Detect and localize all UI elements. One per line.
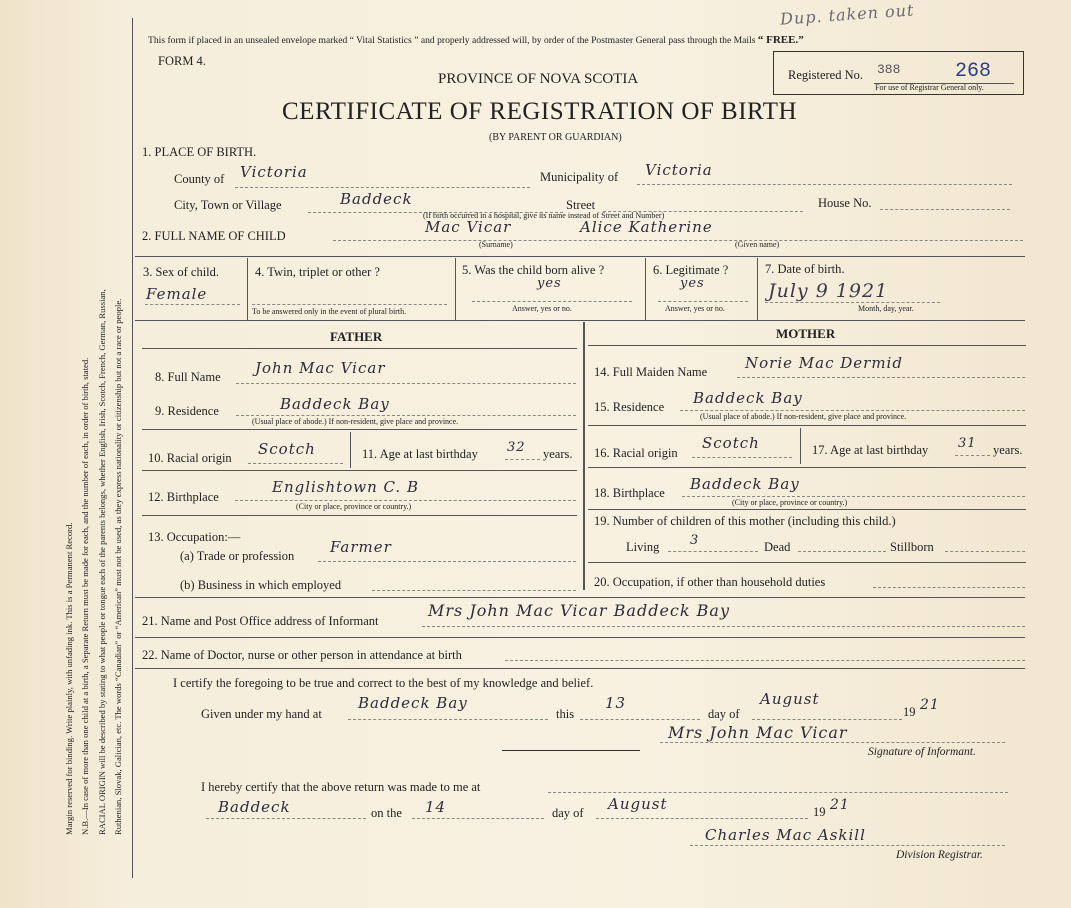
registrar-year: 21	[830, 797, 850, 813]
certify-year: 21	[920, 697, 940, 713]
mother-children-label: 19. Number of children of this mother (including this child.)	[594, 514, 896, 528]
mother-age: 31	[958, 436, 977, 451]
hospital-note: (If birth occurred in a hospital, give its name instead of Street and Number)	[423, 211, 665, 220]
living-label: Living	[626, 540, 660, 554]
margin-note-racial-origin: RACIAL ORIGIN will be described by stating to what people or tongue each of the parents belongs, whether English, Irish, Scotch, French, German, Russian,	[97, 289, 107, 835]
mother-heading: MOTHER	[776, 326, 836, 341]
father-age: 32	[507, 440, 526, 455]
municipality-label: Municipality of	[540, 170, 619, 184]
alive-value: yes	[537, 276, 562, 291]
mother-birthplace-label: 18. Birthplace	[594, 486, 665, 500]
father-racial-label: 10. Racial origin	[148, 451, 232, 465]
dob-value: July 9 1921	[768, 280, 889, 302]
registrar-signature: Charles Mac Askill	[705, 826, 866, 844]
living-value: 3	[690, 533, 700, 548]
father-residence-label: 9. Residence	[155, 404, 219, 418]
alive-note: Answer, yes or no.	[512, 304, 572, 313]
twin-label: 4. Twin, triplet or other ?	[255, 265, 380, 279]
father-birthplace: Englishtown C. B	[272, 478, 419, 496]
legitimate-label: 6. Legitimate ?	[653, 263, 729, 277]
father-residence-note: (Usual place of abode.) If non-resident, give place and province.	[252, 417, 459, 426]
stillborn-label: Stillborn	[890, 540, 934, 554]
municipality-value: Victoria	[645, 161, 713, 179]
father-birthplace-label: 12. Birthplace	[148, 490, 219, 504]
legitimate-note: Answer, yes or no.	[665, 304, 725, 313]
informant-signature: Mrs John Mac Vicar	[668, 723, 848, 742]
house-label: House No.	[818, 196, 872, 210]
certify-this: this	[556, 707, 575, 721]
father-heading: FATHER	[330, 329, 383, 344]
form-number: FORM 4.	[158, 54, 206, 68]
father-trade-label: (a) Trade or profession	[180, 549, 295, 563]
registrar-year-prefix: 19	[813, 805, 826, 819]
certify-text: I certify the foregoing to be true and correct to the best of my knowledge and belief.	[173, 676, 594, 690]
sex-label: 3. Sex of child.	[143, 265, 220, 279]
mother-racial-label: 16. Racial origin	[594, 446, 678, 460]
mother-years: years.	[993, 443, 1023, 457]
mother-birthplace: Baddeck Bay	[690, 475, 800, 493]
father-birthplace-note: (City or place, province or country.)	[296, 502, 412, 511]
certify-day-of: day of	[708, 707, 740, 721]
registered-stamp-number: 268	[955, 60, 992, 83]
mother-residence-label: 15. Residence	[594, 400, 665, 414]
mother-name-label: 14. Full Maiden Name	[594, 365, 708, 379]
dead-label: Dead	[764, 540, 791, 554]
annotation-dup: Dup. taken out	[779, 0, 915, 29]
twin-note: To be answered only in the event of plural birth.	[252, 307, 407, 316]
certify-place: Baddeck Bay	[358, 694, 468, 712]
margin-rule	[132, 18, 133, 878]
dob-note: Month, day, year.	[858, 304, 914, 313]
child-name-label: 2. FULL NAME OF CHILD	[142, 229, 286, 243]
city-value: Baddeck	[340, 190, 413, 208]
father-racial: Scotch	[258, 440, 316, 458]
father-occupation-label: 13. Occupation:—	[148, 530, 241, 544]
registered-stamp-prefix: 388	[877, 62, 901, 77]
mother-birthplace-note: (City or place, province or country.)	[732, 498, 848, 507]
father-name: John Mac Vicar	[255, 359, 386, 377]
mother-age-label: 17. Age at last birthday	[812, 443, 929, 457]
registrar-on-the: on the	[371, 806, 402, 820]
given-under-label: Given under my hand at	[201, 707, 322, 721]
registered-label: Registered No.	[788, 68, 863, 82]
informant-label: 21. Name and Post Office address of Informant	[142, 614, 379, 628]
county-label: County of	[174, 172, 225, 186]
street-label: Street	[566, 198, 596, 212]
registrar-text: I hereby certify that the above return was made to me at	[201, 780, 481, 794]
dob-label: 7. Date of birth.	[765, 262, 845, 276]
child-given-name: Alice Katherine	[580, 218, 713, 236]
county-value: Victoria	[240, 163, 308, 181]
informant-signature-label: Signature of Informant.	[868, 746, 976, 758]
legitimate-value: yes	[680, 276, 705, 291]
registrar-day: 14	[425, 798, 447, 816]
informant-value: Mrs John Mac Vicar Baddeck Bay	[428, 601, 730, 620]
father-age-label: 11. Age at last birthday	[362, 447, 478, 461]
certify-year-prefix: 19	[903, 705, 916, 719]
certify-month: August	[760, 690, 820, 708]
mother-racial: Scotch	[702, 434, 760, 452]
place-of-birth-label: 1. PLACE OF BIRTH.	[142, 145, 257, 159]
surname-label: (Surname)	[479, 240, 513, 249]
registrar-month: August	[608, 795, 668, 813]
registrar-signature-label: Division Registrar.	[896, 849, 983, 861]
registered-number-box	[773, 51, 1024, 95]
father-years: years.	[543, 447, 573, 461]
mother-residence: Baddeck Bay	[693, 389, 803, 407]
sex-value: Female	[146, 285, 208, 303]
province: PROVINCE OF NOVA SCOTIA	[438, 71, 639, 87]
postal-notice: This form if placed in an unsealed envelope marked “ Vital Statistics ” and properly addressed will, by order of the Postmaster General pass through the Mails “ FREE.”	[148, 34, 804, 46]
father-trade: Farmer	[330, 538, 392, 556]
mother-name: Norie Mac Dermid	[745, 354, 903, 372]
father-business-label: (b) Business in which employed	[180, 578, 342, 592]
registrar-day-of: day of	[552, 806, 584, 820]
mother-residence-note: (Usual place of abode.) If non-resident, give place and province.	[700, 412, 907, 421]
subtitle: (BY PARENT OR GUARDIAN)	[489, 132, 622, 143]
city-label: City, Town or Village	[174, 198, 282, 212]
margin-note-multiple-births: N.B.—In case of more than one child at a birth, a Separate Return must be made for each, and the number of each, in order of birth, stated.	[80, 357, 90, 835]
father-name-label: 8. Full Name	[155, 370, 221, 384]
father-residence: Baddeck Bay	[280, 395, 390, 413]
registrar-place: Baddeck	[218, 798, 291, 816]
given-name-label: (Given name)	[735, 240, 780, 249]
certify-day: 13	[605, 694, 627, 712]
page-title: CERTIFICATE OF REGISTRATION OF BIRTH	[282, 98, 798, 125]
margin-note-racial-origin-cont: Ruthenian, Slovak, Galician, etc. The words “Canadian” or “American” must not be used, as they express nationality or citizenship but not a race or people.	[113, 298, 123, 835]
mother-occupation-label: 20. Occupation, if other than household duties	[594, 575, 826, 589]
alive-label: 5. Was the child born alive ?	[462, 263, 605, 277]
registrar-note: For use of Registrar General only.	[875, 83, 984, 92]
doctor-label: 22. Name of Doctor, nurse or other person in attendance at birth	[142, 648, 462, 662]
child-surname: Mac Vicar	[425, 218, 512, 236]
margin-note-binding: Margin reserved for binding. Write plainly, with unfading ink. This is a Permanent Record.	[64, 522, 74, 835]
